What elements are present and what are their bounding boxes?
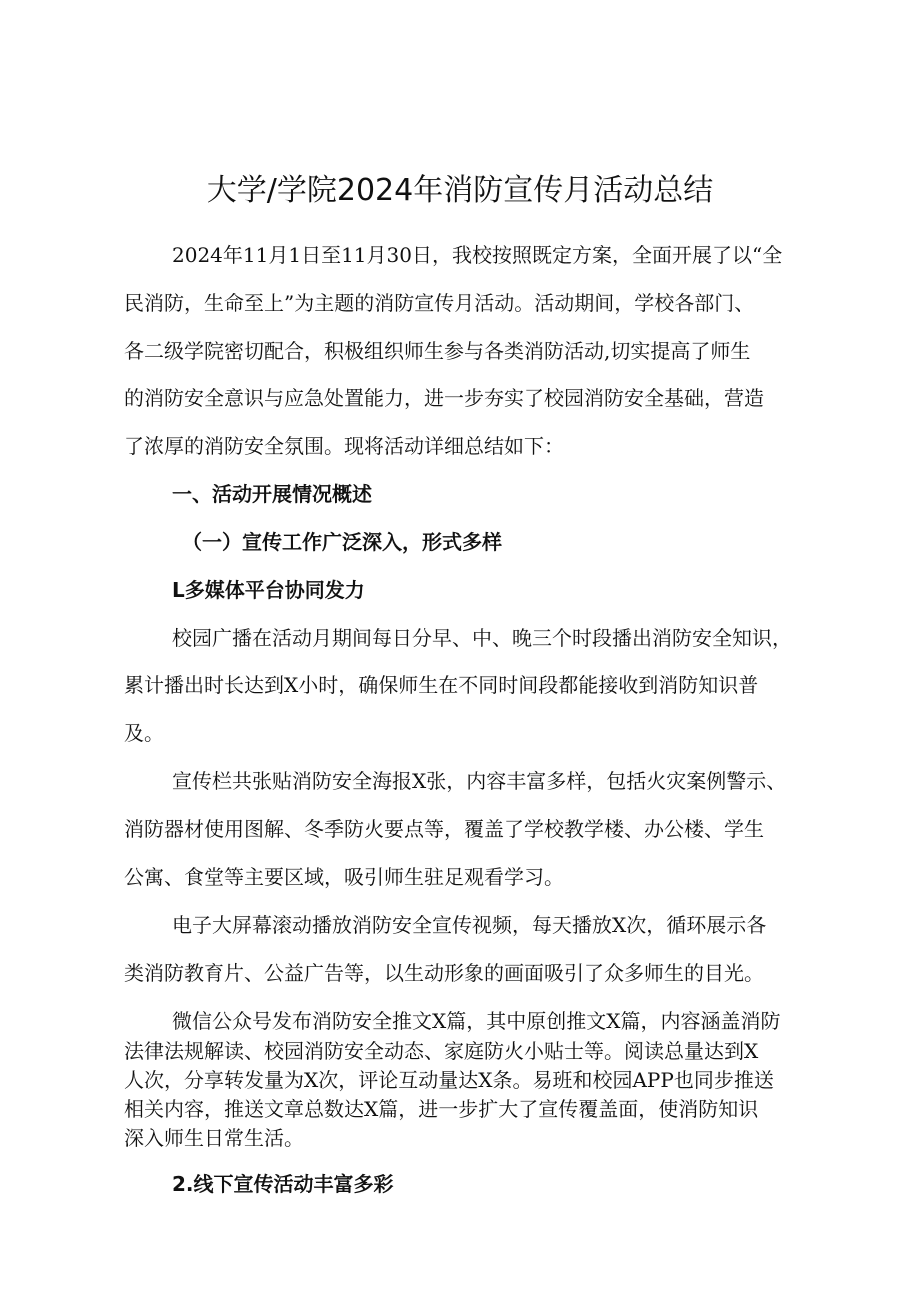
item-heading: L多媒体平台协同发力 — [172, 578, 365, 602]
document-title: 大学/学院2024年消防宣传月活动总结 — [206, 173, 714, 208]
paragraph-line: 各二级学院密切配合，积极组织师生参与各类消防活动,切实提高了师生 — [124, 339, 751, 363]
paragraph-line: 类消防教育片、公益广告等，以生动形象的画面吸引了众多师生的目光。 — [124, 961, 764, 985]
paragraph-line: 人次，分享转发量为X次，评论互动量达X条。易班和校园APP也同步推送 — [124, 1068, 774, 1092]
paragraph-line: 了浓厚的消防安全氛围。现将活动详细总结如下： — [124, 434, 564, 458]
paragraph-line: 2024年11月1日至11月30日，我校按照既定方案，全面开展了以“全 — [172, 243, 783, 267]
paragraph-line: 宣传栏共张贴消防安全海报X张，内容丰富多样，包括火灾案例警示、 — [172, 769, 787, 793]
paragraph-line: 消防器材使用图解、冬季防火要点等，覆盖了学校教学楼、办公楼、学生 — [124, 817, 764, 841]
paragraph-line: 电子大屏幕滚动播放消防安全宣传视频，每天播放X次，循环展示各 — [172, 913, 767, 937]
paragraph-line: 深入师生日常生活。 — [124, 1126, 304, 1150]
section-heading: 一、活动开展情况概述 — [172, 482, 372, 506]
paragraph-line: 及。 — [124, 721, 164, 745]
paragraph-line: 法律法规解读、校园消防安全动态、家庭防火小贴士等。阅读总量达到X — [124, 1039, 759, 1063]
item-heading: 2.线下宣传活动丰富多彩 — [172, 1172, 394, 1196]
paragraph-line: 公寓、食堂等主要区域，吸引师生驻足观看学习。 — [124, 865, 564, 889]
paragraph-line: 的消防安全意识与应急处置能力，进一步夯实了校园消防安全基础，营造 — [124, 386, 764, 410]
paragraph-line: 校园广播在活动月期间每日分早、中、晚三个时段播出消防安全知识， — [172, 626, 792, 650]
paragraph-line: 微信公众号发布消防安全推文X篇，其中原创推文X篇，内容涵盖消防 — [172, 1009, 781, 1033]
paragraph-line: 相关内容，推送文章总数达X篇，进一步扩大了宣传覆盖面，使消防知识 — [124, 1097, 759, 1121]
paragraph-line: 累计播出时长达到X小时，确保师生在不同时间段都能接收到消防知识普 — [124, 673, 759, 697]
subsection-heading: （一）宣传工作广泛深入，形式多样 — [182, 530, 502, 554]
paragraph-line: 民消防，生命至上”为主题的消防宣传月活动。活动期间，学校各部门、 — [124, 291, 755, 315]
